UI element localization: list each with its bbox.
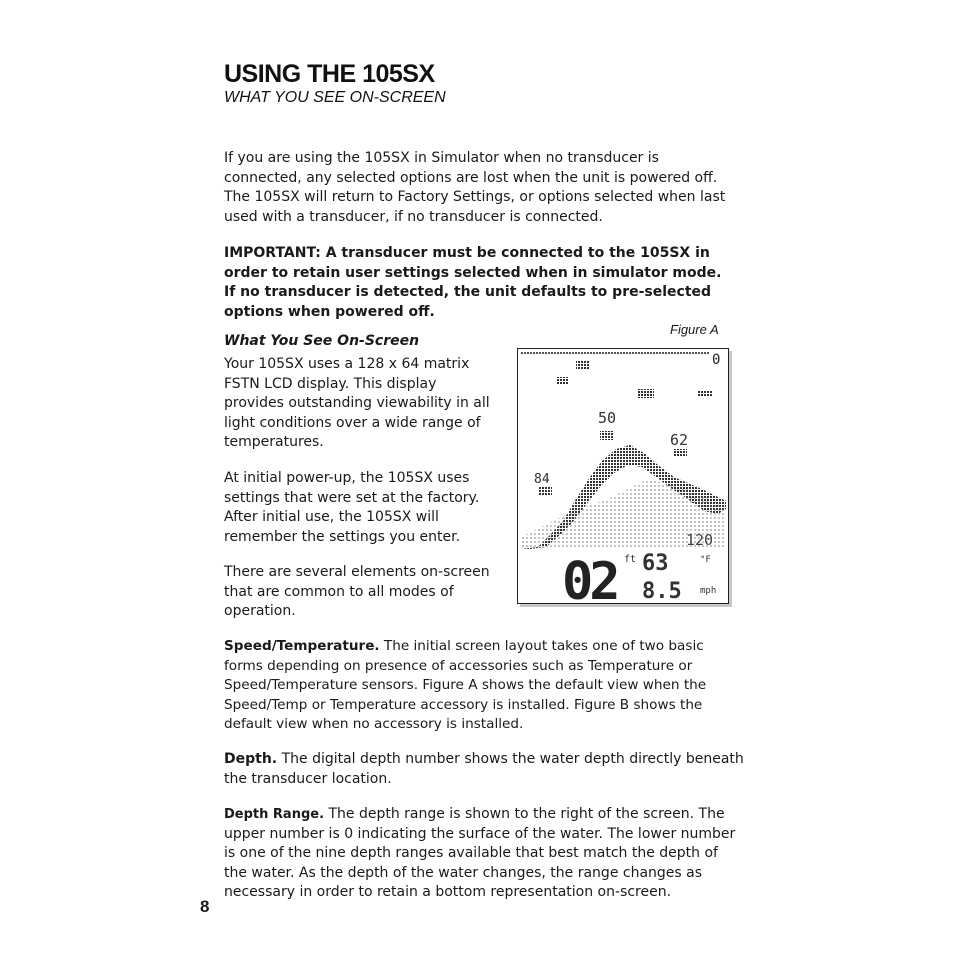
important-note: IMPORTANT: A transducer must be connected to the 105SX in order to retain user settings selected when in simulator mode. If no transducer is detected, the unit defaults to pre-selected options when powered off.	[224, 245, 722, 320]
depth-text: The digital depth number shows the water depth directly beneath the transducer location.	[224, 751, 744, 787]
lcd-screen-figure	[517, 348, 729, 604]
range-top: 0	[712, 352, 721, 368]
section-heading: What You See On-Screen	[224, 333, 420, 349]
depth-readout: 02	[562, 552, 617, 603]
intro-paragraph: If you are using the 105SX in Simulator when no transducer is connected, any selected options are lost when the unit is powered off. The 105SX will return to Factory Settings, or options selected when last used with a transducer, if no transducer is connected.	[224, 150, 726, 225]
depth-lead: Depth.	[224, 751, 278, 767]
temperature-unit: °F	[700, 555, 711, 565]
depth-range-paragraph	[224, 805, 744, 903]
page-subtitle: WHAT YOU SEE ON-SCREEN	[224, 89, 446, 106]
fish-depth-label: 84	[534, 472, 550, 487]
common-elements-paragraph: There are several elements on-screen that are common to all modes of operation.	[224, 564, 490, 619]
powerup-paragraph: At initial power-up, the 105SX uses settings that were set at the factory. After initial use, the 105SX will remember the settings you enter.	[224, 470, 480, 545]
range-bottom: 120	[686, 531, 714, 549]
speed-temperature-text: The initial screen layout takes one of two basic forms depending on presence of accessories such as Temperature or Speed/Temperature sensors. Figure A shows the default view when the Speed/Temp or Temperature accessory is installed. Figure B shows the default view when no accessory is installed.	[224, 638, 707, 732]
page-title: USING THE 105SX	[224, 60, 435, 88]
figure-label: Figure A	[670, 322, 719, 337]
depth-unit: ft	[624, 554, 637, 565]
temperature-readout: 63	[642, 551, 669, 576]
speed-readout: 8.5	[642, 579, 682, 603]
depth-range-text: The depth range is shown to the right of the screen. The upper number is 0 indicating the surface of the water. The lower number is one of the nine depth ranges available that best match the depth of the water. As the depth of the water changes, the range changes as necessary in order to retain a bottom representation on-screen.	[224, 806, 736, 900]
display-paragraph: Your 105SX uses a 128 x 64 matrix FSTN LCD display. This display provides outstanding viewability in all light conditions over a wide range of temperatures.	[224, 356, 490, 450]
page-number: 8	[200, 897, 210, 916]
depth-range-lead: Depth Range.	[224, 807, 325, 822]
fish-depth-label: 62	[670, 431, 689, 449]
lcd-display-graphic	[518, 349, 728, 603]
fish-depth-label: 50	[598, 409, 617, 427]
speed-unit: mph	[700, 586, 717, 596]
depth-paragraph	[224, 750, 744, 789]
speed-temperature-lead: Speed/Temperature.	[224, 638, 380, 654]
speed-temperature-paragraph	[224, 637, 744, 735]
